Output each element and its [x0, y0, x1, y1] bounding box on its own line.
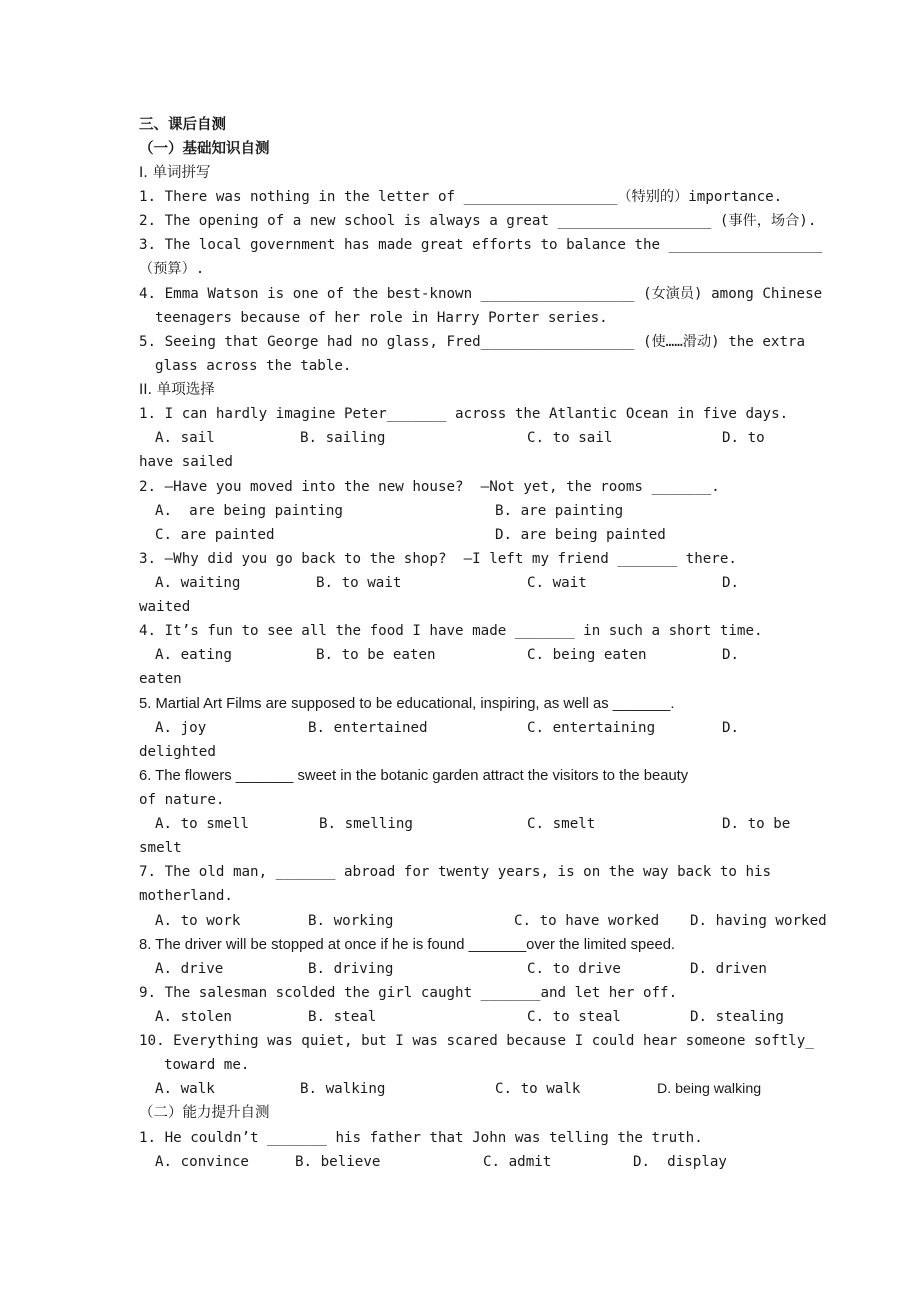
- q3-option-b: B. to wait: [316, 575, 402, 591]
- question-6: 6. The flowers _______ sweet in the botanic garden attract the visitors to the beauty: [139, 768, 689, 784]
- q9-option-a: A. stolen: [155, 1009, 232, 1025]
- q10-option-b: B. walking: [300, 1081, 386, 1097]
- q1-option-a: A. sail: [155, 430, 215, 446]
- part2-question-1: 1. He couldn’t _______ his father that John was telling the truth.: [139, 1130, 703, 1146]
- q7-option-b: B. working: [308, 913, 394, 929]
- q4-option-d-cont: eaten: [139, 671, 182, 687]
- q5-option-d: D.: [722, 720, 740, 736]
- spelling-item-2: 2. The opening of a new school is always a great __________________ (事件，场合).: [139, 213, 817, 229]
- q4-option-d: D.: [722, 647, 740, 663]
- q10-option-d: D. being walking: [657, 1081, 762, 1097]
- q1-option-c: C. to sail: [527, 430, 613, 446]
- q6-option-b: B. smelling: [319, 816, 413, 832]
- q1-option-b: B. sailing: [300, 430, 386, 446]
- q3-option-d: D.: [722, 575, 740, 591]
- spelling-item-4: 4. Emma Watson is one of the best-known __________________ (女演员) among Chinese: [139, 286, 823, 302]
- q6-option-a: A. to smell: [155, 816, 249, 832]
- spelling-item-3: 3. The local government has made great efforts to balance the __________________: [139, 237, 823, 253]
- question-4: 4. It’s fun to see all the food I have made _______ in such a short time.: [139, 623, 763, 639]
- question-10-cont: toward me.: [164, 1057, 250, 1073]
- q2-option-d: D. are being painted: [495, 527, 666, 543]
- q10-option-c: C. to walk: [495, 1081, 581, 1097]
- spelling-item-5-cont: glass across the table.: [155, 358, 352, 374]
- question-7-cont: motherland.: [139, 888, 233, 904]
- question-5: 5. Martial Art Films are supposed to be educational, inspiring, as well as _______.: [139, 696, 675, 712]
- question-1: 1. I can hardly imagine Peter_______ across the Atlantic Ocean in five days.: [139, 406, 789, 422]
- q2-option-a: A. are being painting: [155, 503, 343, 519]
- q4-option-c: C. being eaten: [527, 647, 647, 663]
- part2-title: （二）能力提升自测: [139, 1105, 270, 1121]
- section-title: 三、课后自测: [139, 117, 226, 133]
- q5-option-a: A. joy: [155, 720, 207, 736]
- p2-q1-option-d: D. display: [633, 1154, 727, 1170]
- q8-option-b: B. driving: [308, 961, 394, 977]
- q9-option-b: B. steal: [308, 1009, 377, 1025]
- q8-option-a: A. drive: [155, 961, 224, 977]
- p2-q1-option-b: B. believe: [295, 1154, 381, 1170]
- q4-option-a: A. eating: [155, 647, 232, 663]
- q2-option-b: B. are painting: [495, 503, 624, 519]
- spelling-item-4-cont: teenagers because of her role in Harry Porter series.: [155, 310, 608, 326]
- q3-option-d-cont: waited: [139, 599, 191, 615]
- part1-title: （一）基础知识自测: [139, 141, 270, 157]
- q2-option-c: C. are painted: [155, 527, 275, 543]
- spelling-heading: I. 单词拼写: [139, 165, 211, 181]
- q7-option-c: C. to have worked: [514, 913, 660, 929]
- p2-q1-option-c: C. admit: [483, 1154, 552, 1170]
- q5-option-d-cont: delighted: [139, 744, 216, 760]
- q3-option-a: A. waiting: [155, 575, 241, 591]
- p2-q1-option-a: A. convince: [155, 1154, 249, 1170]
- q3-option-c: C. wait: [527, 575, 587, 591]
- question-10: 10. Everything was quiet, but I was scared because I could hear someone softly_: [139, 1033, 814, 1049]
- q9-option-c: C. to steal: [527, 1009, 621, 1025]
- q6-option-d: D. to be: [722, 816, 791, 832]
- question-8: 8. The driver will be stopped at once if he is found _______over the limited speed.: [139, 937, 676, 953]
- q5-option-c: C. entertaining: [527, 720, 656, 736]
- q1-option-d-cont: have sailed: [139, 454, 233, 470]
- q8-option-c: C. to drive: [527, 961, 621, 977]
- q8-option-d: D. driven: [690, 961, 767, 977]
- question-6-cont: of nature.: [139, 792, 225, 808]
- spelling-item-1: 1. There was nothing in the letter of __________________（特别的）importance.: [139, 189, 783, 205]
- choice-heading: II. 单项选择: [139, 382, 215, 398]
- question-3: 3. —Why did you go back to the shop? —I left my friend _______ there.: [139, 551, 737, 567]
- spelling-item-5: 5. Seeing that George had no glass, Fred__________________ (使……滑动) the extra: [139, 334, 806, 350]
- q5-option-b: B. entertained: [308, 720, 428, 736]
- question-9: 9. The salesman scolded the girl caught _______and let her off.: [139, 985, 678, 1001]
- q1-option-d: D. to: [722, 430, 765, 446]
- q4-option-b: B. to be eaten: [316, 647, 436, 663]
- q9-option-d: D. stealing: [690, 1009, 784, 1025]
- q6-option-c: C. smelt: [527, 816, 596, 832]
- q10-option-a: A. walk: [155, 1081, 215, 1097]
- question-2: 2. —Have you moved into the new house? —Not yet, the rooms _______.: [139, 479, 720, 495]
- q6-option-d-cont: smelt: [139, 840, 182, 856]
- q7-option-d: D. having worked: [690, 913, 827, 929]
- spelling-item-3-cont: （预算）.: [139, 261, 205, 277]
- q7-option-a: A. to work: [155, 913, 241, 929]
- question-7: 7. The old man, _______ abroad for twenty years, is on the way back to his: [139, 864, 772, 880]
